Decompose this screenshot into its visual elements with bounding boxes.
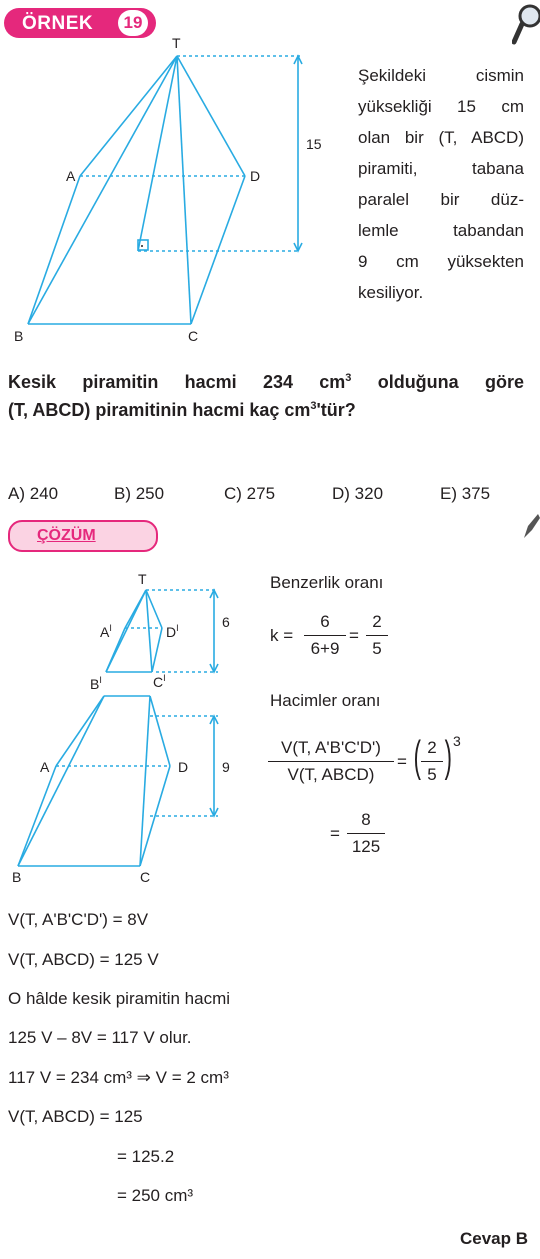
fraction-6-over-15: 6 6+9 <box>304 612 346 659</box>
height-top: 6 <box>222 614 230 630</box>
volume-fraction: V(T, A'B'C'D') V(T, ABCD) <box>268 738 394 785</box>
label-A: A <box>66 168 76 184</box>
fraction-2-over-5: 2 5 <box>366 612 388 659</box>
question-line-1: Kesik piramitin hacmi 234 $cm^3$ olduğuna göre <box>8 372 524 392</box>
label-A2: A <box>40 759 50 775</box>
label-D2: D <box>178 759 189 775</box>
option-c: C) 275 <box>224 484 276 503</box>
pencil-icon <box>520 512 540 542</box>
left-paren: ( <box>413 732 421 781</box>
example-label: ÖRNEK <box>22 13 94 34</box>
label-T: T <box>172 36 181 51</box>
pyramid-figure <box>0 36 340 346</box>
step-6: V(T, ABCD) = 125 <box>8 1107 143 1126</box>
step-4: 125 V – 8V = 117 V olur. <box>8 1028 192 1047</box>
equals-sign-3: = <box>330 824 340 843</box>
equals-sign: = <box>349 626 359 645</box>
label-C1: $C^I$ <box>153 673 166 690</box>
question-line-2: (T, ABCD) piramitinin hacmi kaç $cm^3'tür$? <box>8 400 356 420</box>
label-D: D <box>250 168 261 184</box>
height-bottom: 9 <box>222 759 230 775</box>
fraction-2-over-5-b: 2 5 <box>421 738 443 785</box>
option-a: A) 240 <box>8 484 59 503</box>
option-d: D) 320 <box>332 484 384 503</box>
step-3: O hâlde kesik piramitin hacmi <box>8 989 231 1008</box>
step-1: V(T, A'B'C'D') = 8V <box>8 910 149 929</box>
label-C2: C <box>140 869 151 885</box>
similarity-title: Benzerlik oranı <box>270 573 384 592</box>
label-A1: $A^I$ <box>100 623 112 640</box>
equals-sign-2: = <box>397 752 407 771</box>
height-label: 15 <box>306 136 322 152</box>
label-C: C <box>188 328 199 344</box>
frustum-figure <box>0 566 260 886</box>
option-b: B) 250 <box>114 484 165 503</box>
solution-label: ÇÖZÜM <box>37 527 96 544</box>
label-T2: T <box>138 571 147 587</box>
label-B: B <box>14 328 24 344</box>
problem-paragraph: Şekildeki cismin yüksekliği 15 cm olan bir (T, ABCD) piramiti, tabana paralel bir düz- lemle tabandan 9 cm yüksekten kesiliyor. <box>358 66 524 302</box>
fraction-8-over-125: 8 125 <box>347 810 385 857</box>
example-number: 19 <box>118 10 148 36</box>
step-5: 117 V = 234 cm³ ⇒ V = 2 cm³ <box>8 1068 229 1087</box>
step-7: = 125.2 <box>117 1147 175 1166</box>
magnifier-icon <box>512 2 540 48</box>
step-2: V(T, ABCD) = 125 V <box>8 950 159 969</box>
label-B1: $B^I$ <box>90 675 102 692</box>
label-B2: B <box>12 869 22 885</box>
volume-ratio-title: Hacimler oranı <box>270 691 381 710</box>
k-label: k = <box>270 626 294 645</box>
exponent-3: 3 <box>453 733 461 749</box>
right-paren: ) <box>444 732 452 781</box>
question <box>8 371 524 421</box>
step-8: = 250 cm³ <box>117 1186 194 1205</box>
answer-label: Cevap B <box>459 1229 528 1248</box>
option-e: E) 375 <box>440 484 491 503</box>
label-D1: $D^I$ <box>166 623 179 640</box>
